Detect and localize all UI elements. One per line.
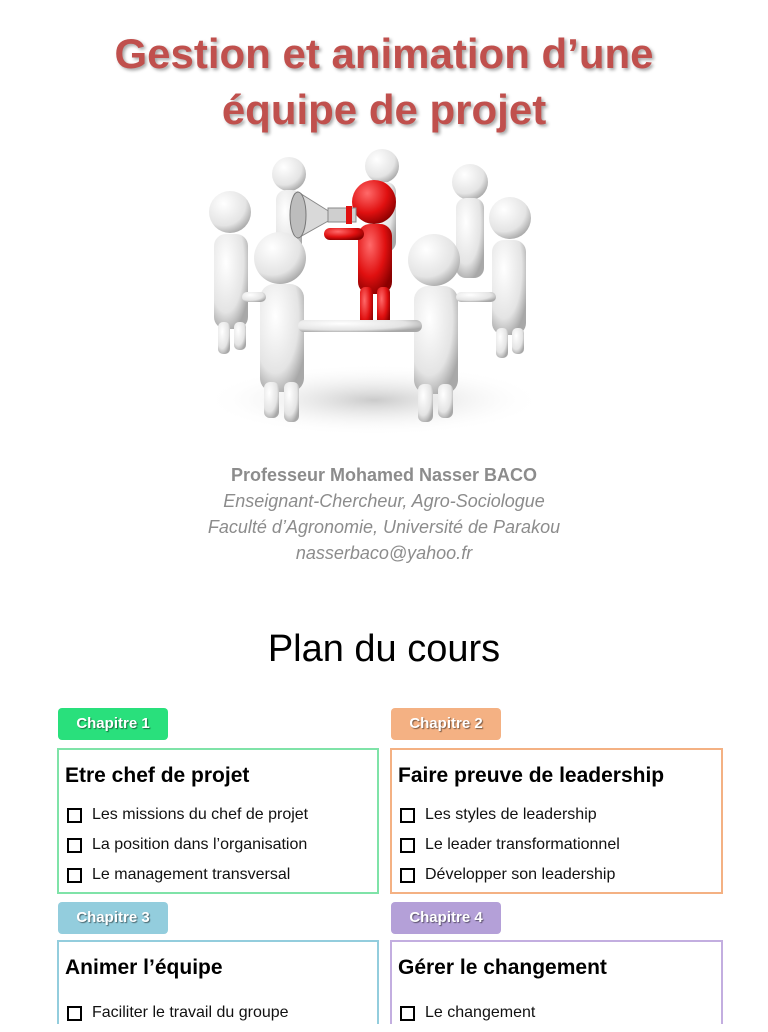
chapter-4-title: Gérer le changement bbox=[398, 956, 607, 979]
chapter-2-box bbox=[390, 748, 723, 894]
checkbox-icon bbox=[67, 1006, 82, 1021]
chapter-4-box bbox=[390, 940, 723, 1024]
list-item-label: Les missions du chef de projet bbox=[92, 806, 309, 823]
list-item bbox=[400, 804, 620, 834]
chapter-1-tag: Chapitre 1 bbox=[58, 708, 168, 740]
list-item-label: La position dans l’organisation bbox=[92, 836, 308, 853]
list-item bbox=[67, 804, 308, 834]
document-title bbox=[0, 26, 768, 138]
list-item bbox=[67, 1002, 289, 1032]
checkbox-icon bbox=[67, 838, 82, 853]
author-name: Professeur Mohamed Nasser BACO bbox=[230, 465, 538, 485]
checkbox-icon bbox=[400, 1006, 415, 1021]
checkbox-icon bbox=[67, 868, 82, 883]
list-item-label: Développer son leadership bbox=[425, 866, 616, 883]
title-line-2: équipe de projet bbox=[221, 86, 547, 133]
title-line-1: Gestion et animation d’une bbox=[114, 30, 654, 77]
list-item bbox=[400, 834, 620, 864]
checkbox-icon bbox=[400, 838, 415, 853]
chapter-1-title: Etre chef de projet bbox=[65, 764, 250, 787]
checkbox-icon bbox=[400, 868, 415, 883]
list-item bbox=[400, 1002, 535, 1032]
chapter-2-tag: Chapitre 2 bbox=[391, 708, 501, 740]
list-item-label: Le management transversal bbox=[92, 866, 291, 883]
team-circle-leader-megaphone-icon bbox=[194, 142, 554, 438]
list-item-label: Faciliter le travail du groupe bbox=[92, 1004, 289, 1021]
chapter-3-tag: Chapitre 3 bbox=[58, 902, 168, 934]
author-block bbox=[0, 462, 768, 566]
chapter-3-box bbox=[57, 940, 379, 1024]
checkbox-icon bbox=[67, 808, 82, 823]
chapter-3-title: Animer l’équipe bbox=[65, 956, 223, 979]
list-item bbox=[67, 834, 308, 864]
list-item-label: Les styles de leadership bbox=[425, 806, 597, 823]
list-item bbox=[400, 864, 620, 894]
list-item-label: Le changement bbox=[425, 1004, 536, 1021]
plan-title: Plan du cours bbox=[267, 628, 501, 670]
chapter-2-title: Faire preuve de leadership bbox=[398, 764, 665, 787]
author-email[interactable]: nasserbaco@yahoo.fr bbox=[295, 543, 473, 563]
checkbox-icon bbox=[400, 808, 415, 823]
list-item-label: Le leader transformationnel bbox=[425, 836, 620, 853]
chapter-1-box bbox=[57, 748, 379, 894]
author-role: Enseignant-Chercheur, Agro-Sociologue bbox=[223, 491, 545, 511]
chapter-4-tag: Chapitre 4 bbox=[391, 902, 501, 934]
list-item bbox=[67, 864, 308, 894]
author-affiliation: Faculté d’Agronomie, Université de Parakou bbox=[207, 517, 561, 537]
